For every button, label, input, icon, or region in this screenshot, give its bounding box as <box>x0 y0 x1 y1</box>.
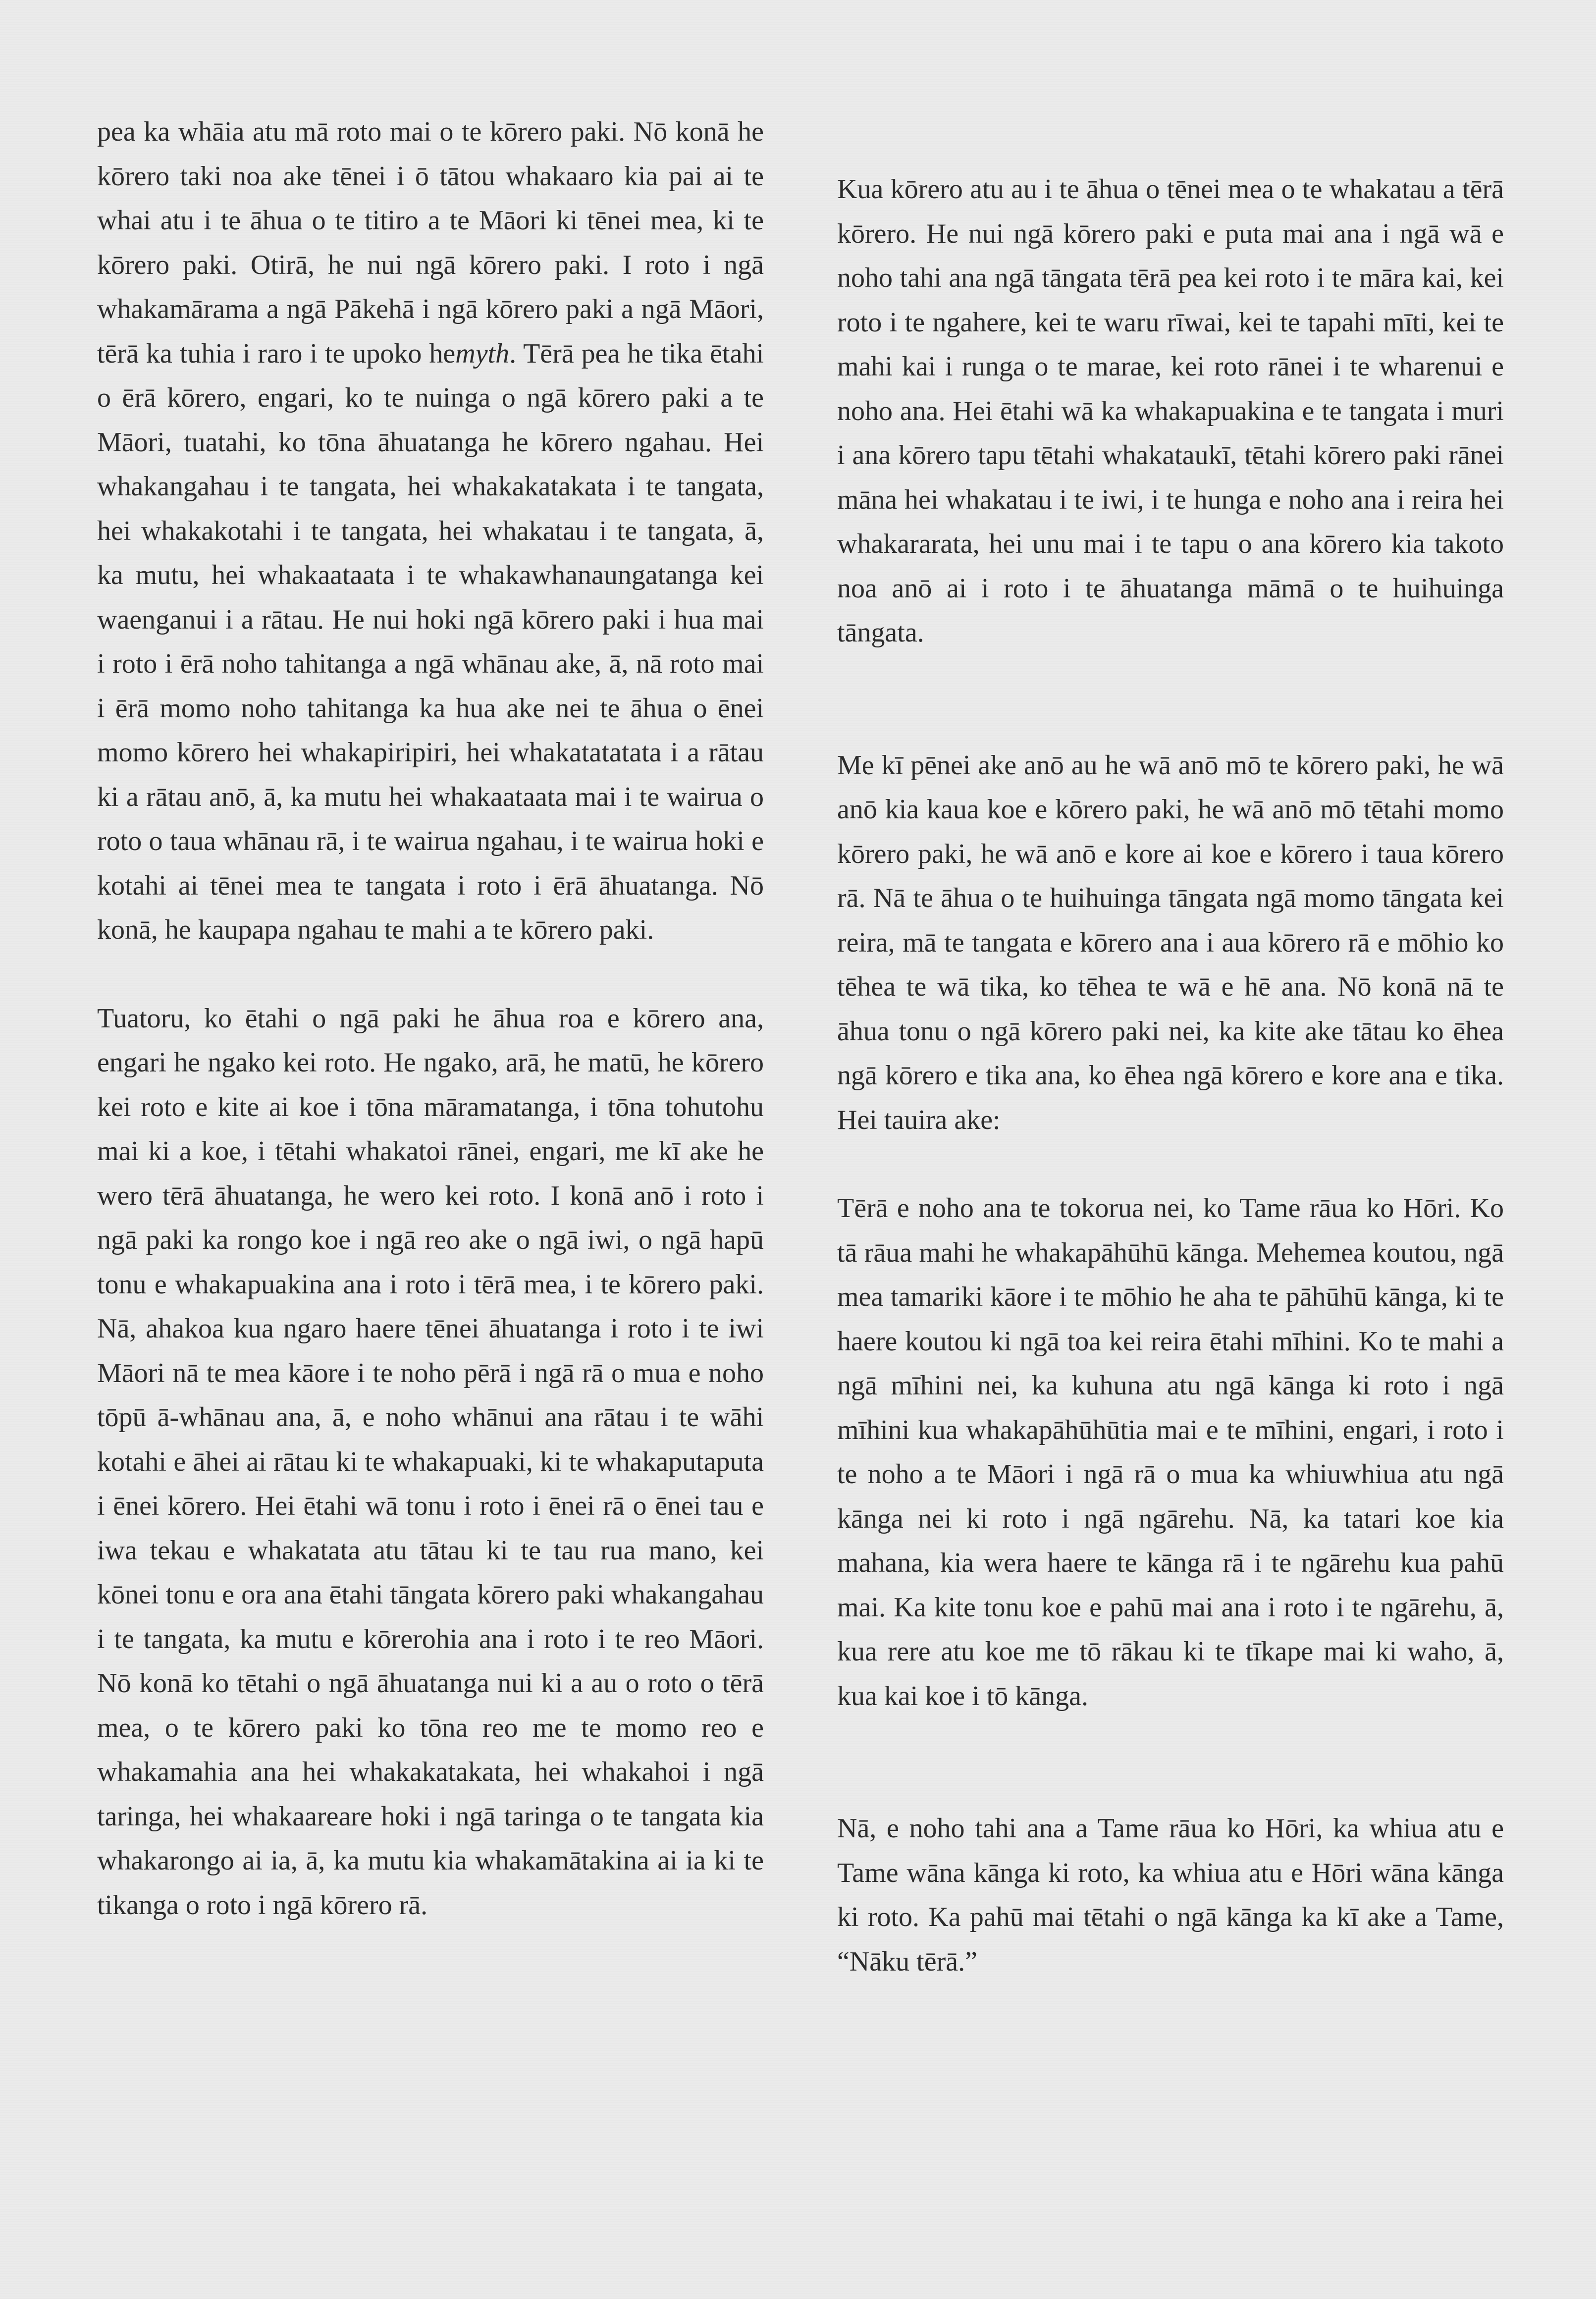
left-paragraph-1-text-b: . Tērā pea he tika ētahi o ērā kōrero, engari, ko te nuinga o ngā kōrero paki a te Māori, tuatahi, ko tōna āhuatanga he kōrero ngahau. Hei whakangahau i te tangata, hei whakakatakata i te tangata, hei whakakotahi i te tangata, hei whakatau i te tangata, ā, ka mutu, hei whakaataata i te whakawhanaungatanga kei waenganui i a rātau. He nui hoki ngā kōrero paki i hua mai i roto i ērā noho tahitanga a ngā whānau ake, ā, nā roto mai i ērā momo noho tahitanga ka hua ake nei te āhua o ēnei momo kōrero hei whakapiripiri, hei whakatatatata i a rātau ki a rātau anō, ā, ka mutu hei whakaataata mai i te wairua o roto o taua whānau rā, i te wairua ngahau, i te wairua hoki e kotahi ai tēnei mea te tangata i roto i ērā āhuatanga. Nō konā, he kaupapa ngahau te mahi a te kōrero paki. <box>97 338 764 945</box>
right-paragraph-3: Tērā e noho ana te tokorua nei, ko Tame rāua ko Hōri. Ko tā rāua mahi he whakapāhūhū kānga. Mehemea koutou, ngā mea tamariki kāore i te mōhio he aha te pāhūhū kānga, ki te haere koutou ki ngā toa kei reira ētahi mīhini. Ko te mahi a ngā mīhini nei, ka kuhuna atu ngā kānga ki roto i ngā mīhini kua whakapāhūhūtia mai e te mīhini, engari, i roto i te noho a te Māori i ngā rā o mua ka whiuwhiua atu ngā kānga nei ki roto i ngā ngārehu. Nā, ka tatari koe kia mahana, kia wera haere te kānga rā i te ngārehu kua pahū mai. Ka kite tonu koe e pahū mai ana i roto i te ngārehu, ā, kua rere atu koe me tō rākau ki te tīkape mai ki waho, ā, kua kai koe i tō kānga. <box>837 1193 1504 1711</box>
left-paragraph-1-text-a: pea ka whāia atu mā roto mai o te kōrero paki. Nō konā he kōrero taki noa ake tēnei i ō tātou whakaaro kia pai ai te whai atu i te āhua o te titiro a te Māori ki tēnei mea, ki te kōrero paki. Otirā, he nui ngā kōrero paki. I roto i ngā whakamārama a ngā Pākehā i ngā kōrero paki a ngā Māori, tērā ka tuhia i raro i te upoko he <box>97 116 764 369</box>
right-paragraph-4: Nā, e noho tahi ana a Tame rāua ko Hōri, ka whiua atu e Tame wāna kānga ki roto, ka whiua atu e Hōri wāna kānga ki roto. Ka pahū mai tētahi o ngā kānga ka kī ake a Tame, “Nāku tērā.” <box>837 1813 1504 1977</box>
right-paragraph-1: Kua kōrero atu au i te āhua o tēnei mea o te whakatau a tērā kōrero. He nui ngā kōrero paki e puta mai ana i ngā wā e noho tahi ana ngā tāngata tērā pea kei roto i te māra kai, kei roto i te ngahere, kei te waru rīwai, kei te tapahi mīti, kei te mahi kai i runga o te marae, kei roto rānei i te wharenui e noho ana. Hei ētahi wā ka whakapuakina e te tangata i muri i ana kōrero tapu tētahi whakataukī, tētahi kōrero paki rānei māna hei whakatau i te iwi, i te hunga e noho ana i reira hei whakararata, hei unu mai i te tapu o ana kōrero kia takoto noa anō ai i roto i te āhuatanga māmā o te huihuinga tāngata. <box>837 174 1504 648</box>
right-paragraph-2: Me kī pēnei ake anō au he wā anō mō te kōrero paki, he wā anō kia kaua koe e kōrero paki, he wā anō mō tētahi momo kōrero paki, he wā anō e kore ai koe e kōrero i taua kōrero rā. Nā te āhua o te huihuinga tāngata ngā momo tāngata kei reira, mā te tangata e kōrero ana i aua kōrero rā e mōhio ko tēhea te wā tika, ko tēhea te wā e hē ana. Nō konā nā te āhua tonu o ngā kōrero paki nei, ka kite ake tātau ko ēhea ngā kōrero e tika ana, ko ēhea ngā kōrero e kore ana e tika. Hei tauira ake: <box>837 749 1504 1135</box>
left-paragraph-2: Tuatoru, ko ētahi o ngā paki he āhua roa e kōrero ana, engari he ngako kei roto. He ngako, arā, he matū, he kōrero kei roto e kite ai koe i tōna māramatanga, i tōna tohutohu mai ki a koe, i tētahi whakatoi rānei, engari, me kī ake he wero tērā āhuatanga, he wero kei roto. I konā anō i roto i ngā paki ka rongo koe i ngā reo ake o ngā iwi, o ngā hapū tonu e whakapuakina ana i roto i tērā mea, i te kōrero paki. Nā, ahakoa kua ngaro haere tēnei āhuatanga i roto i te iwi Māori nā te mea kāore i te noho pērā i ngā rā o mua e noho tōpū ā-whānau ana, ā, e noho whānui ana rātau i te wāhi kotahi e āhei ai rātau ki te whakapuaki, ki te whakaputaputa i ēnei kōrero. Hei ētahi wā tonu i roto i ēnei rā o ēnei tau e iwa tekau e whakatata atu tātau ki te tau rua mano, kei kōnei tonu e ora ana ētahi tāngata kōrero paki whakangahau i te tangata, ka mutu e kōrerohia ana i roto i te reo Māori. Nō konā ko tētahi o ngā āhuatanga nui ki a au o roto o tērā mea, o te kōrero paki ko tōna reo me te momo reo e whakamahia ana hei whakakatakata, hei whakahoi i ngā taringa, hei whakaareare hoki i ngā taringa o te tangata kia whakarongo ai ia, ā, ka mutu kia whakamātakina ai ia ki te tikanga o roto i ngā kōrero rā. <box>97 1003 764 1921</box>
left-paragraph-1 <box>97 110 764 953</box>
right-column <box>837 167 1504 1984</box>
left-column <box>97 110 764 1927</box>
italic-word-myth: myth <box>455 338 510 369</box>
